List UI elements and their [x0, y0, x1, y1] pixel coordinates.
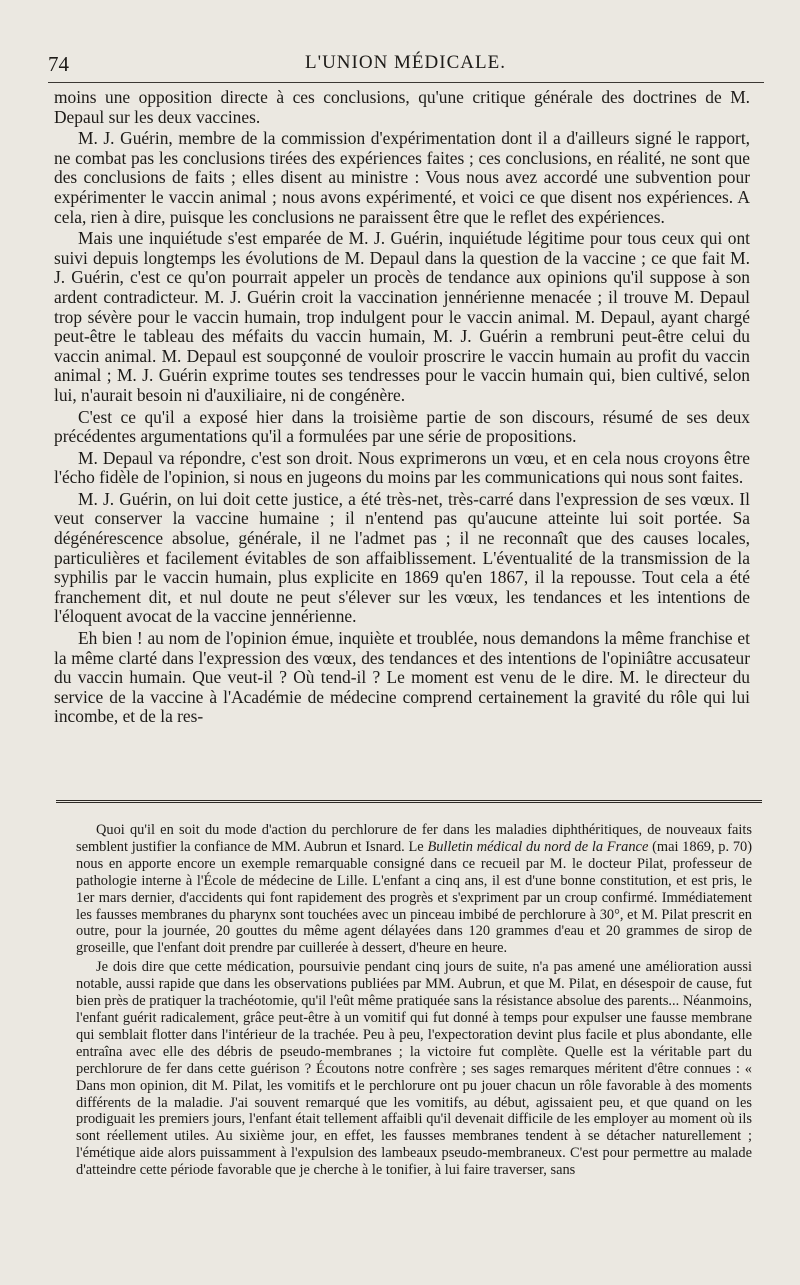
footnote-paragraph: Je dois dire que cette médication, poursuivie pendant cinq jours de suite, n'a pas amené une amélioration aussi notable, aussi rapide que dans les observations publiées par MM. Aubrun, et que M. Pilat, en désespoir de cause, fut bien près de pratiquer la trachéotomie, qu'il l'eût même pratiquée sans la résistance absolue des parents... Néanmoins, l'enfant guérit radicalement, grâce peut-être à un vomitif qui fut donné à temps pour expulser une fausse membrane qui semblait flotter dans l'intérieur de la trachée. Peu à peu, l'expectoration devint plus facile et plus abondante, elle entraîna avec elle des débris de pseudo-membranes ; la victoire fut complète. Quelle est la véritable part du perchlorure de fer dans cette guérison ? Écoutons notre confrère ; ses sages remarques méritent d'être connues : « Dans mon opinion, dit M. Pilat, les vomitifs et le perchlorure ont pu jouer chacun un rôle favorable à des moments différents de la maladie. J'ai souvent remarqué que les vomitifs, au début, agissaient peu, et que quand on les prodiguait les premiers jours, l'enfant était tellement affaibli qu'il devenait difficile de les employer au moment où ils sont réellement utiles. Au sixième jour, en effet, les fausses membranes tendent à se détacher naturellement ; l'émétique aide alors puissamment à l'expulsion des lambeaux pseudo-membraneux. C'est pour permettre au malade d'atteindre cette période favorable que je cherche à le tonifier, à lui faire traverser, sans	[76, 959, 752, 1179]
paragraph: C'est ce qu'il a exposé hier dans la troisième partie de son discours, résumé de ses deux précédentes argumentations qu'il a formulées par une série de propositions.	[54, 406, 750, 447]
feuilleton-text	[76, 822, 752, 1181]
footnote-text: Quoi qu'il en soit du mode d'action du perchlorure de fer dans les maladies diphthéritiques, de nouveaux faits semblent justifier la confiance de MM. Aubrun et Isnard. Le	[76, 822, 752, 855]
paragraph: M. J. Guérin, on lui doit cette justice, a été très-net, très-carré dans l'expression de ses vœux. Il veut conserver la vaccine humaine ; il n'entend pas qu'aucune atteinte lui soit portée. Sa dégénérescence absolue, générale, il ne l'admet pas ; il ne reconnaît que des causes locales, particulières et facilement évitables de son affaiblissement. L'éventualité de la transmission de la syphilis par le vaccin humain, plus explicite en 1869 qu'en 1867, il la repousse. Tout cela a été franchement dit, et nul doute ne peut s'élever sur les vœux, les tendances et les intentions de l'éloquent avocat de la vaccine jennérienne.	[54, 488, 750, 627]
running-title: L'UNION MÉDICALE.	[305, 52, 506, 73]
page-number: 74	[48, 52, 69, 76]
footnote-separator	[56, 800, 762, 803]
journal-title: Bulletin médical du nord de la France	[427, 838, 649, 855]
header-rule	[48, 82, 764, 83]
page-header	[48, 52, 763, 82]
paragraph: M. Depaul va répondre, c'est son droit. Nous exprimerons un vœu, et en cela nous croyons être l'écho fidèle de l'opinion, si nous en jugeons du moins par les communications qui nous sont faites.	[54, 447, 750, 488]
paragraph: M. J. Guérin, membre de la commission d'expérimentation dont il a d'ailleurs signé le rapport, ne combat pas les conclusions tirées des expériences faites ; ces conclusions, en réalité, ne sont que des conclusions de faits ; elles disent au ministre : Vous nous avez accordé une subvention pour expérimenter le vaccin animal ; nous avons expérimenté, et voici ce que disent nos expériences. A cela, rien à dire, puisque les conclusions ne paraissent être que le reflet des expériences.	[54, 128, 750, 227]
footnote-paragraph	[76, 822, 752, 957]
main-text	[54, 88, 750, 729]
paragraph: Mais une inquiétude s'est emparée de M. J. Guérin, inquiétude légitime pour tous ceux qui ont suivi depuis longtemps les évolutions de M. Depaul dans la question de la vaccine ; ce que fait M. J. Guérin, c'est ce qu'on pourrait appeler un procès de tendance aux opinions qu'il suppose à son ardent contradicteur. M. J. Guérin croit la vaccination jennérienne menacée ; il trouve M. Depaul trop sévère pour le vaccin humain, trop indulgent pour le vaccin animal. M. Depaul, ayant chargé peut-être le tableau des méfaits du vaccin humain, M. J. Guérin a rembruni peut-être celui du vaccin animal. M. Depaul est soupçonné de vouloir proscrire le vaccin humain au profit du vaccin animal ; M. J. Guérin exprime toutes ses tendresses pour le vaccin humain qui, bien cultivé, selon lui, n'aurait besoin ni d'auxiliaire, ni de congénère.	[54, 228, 750, 405]
paragraph: moins une opposition directe à ces conclusions, qu'une critique générale des doctrines de M. Depaul sur les deux vaccines.	[54, 87, 750, 127]
paragraph: Eh bien ! au nom de l'opinion émue, inquiète et troublée, nous demandons la même franchise et la même clarté dans l'expression des vœux, des tendances et des intentions de l'opiniâtre accusateur du vaccin humain. Que veut-il ? Où tend-il ? Le moment est venu de le dire. M. le directeur du service de la vaccine à l'Académie de médecine comprend certainement la gravité du rôle qui lui incombe, et de la res-	[54, 628, 750, 727]
footnote-text: (mai 1869, p. 70) nous en apporte encore un exemple remarquable consigné dans ce recueil par M. le docteur Pilat, professeur de pathologie interne à l'École de médecine de Lille. L'enfant a cinq ans, il est d'une bonne constitution, et est pris, le 1er mars dernier, d'accidents qui font rapidement des progrès et s'expriment par un croup confirmé. Immédiatement les fausses membranes du pharynx sont touchées avec un pinceau imbibé de perchlorure à 30°, et M. Pilat prescrit en outre, pour la journée, 20 gouttes du même agent délayées dans 120 grammes d'eau et 20 grammes de sirop de groseille, que l'enfant doit prendre par cuillerée à dessert, d'heure en heure.	[76, 838, 753, 957]
